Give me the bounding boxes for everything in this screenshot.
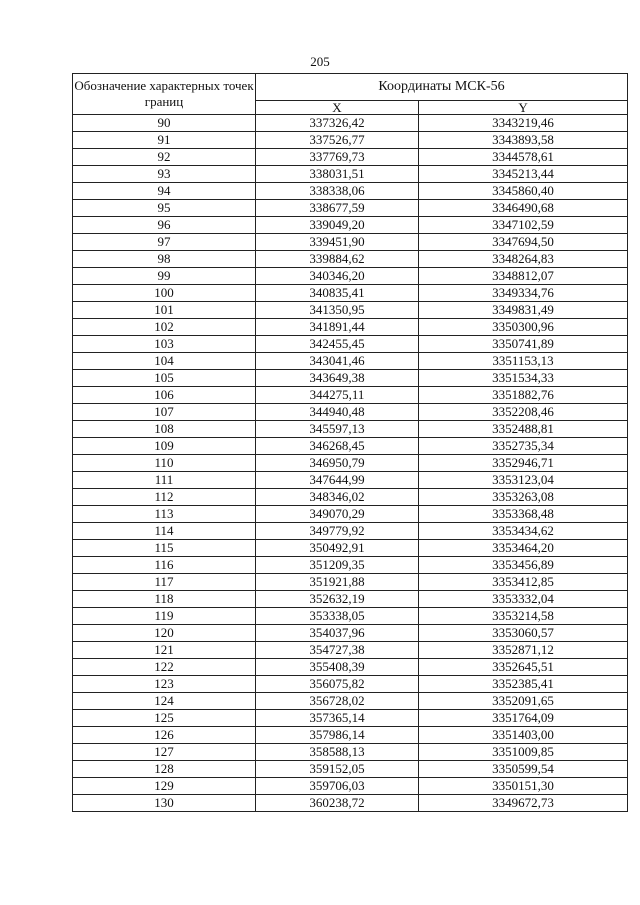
table-row (73, 591, 628, 608)
point-cell: 126 (73, 727, 256, 744)
table-row (73, 744, 628, 761)
x-cell: 337326,42 (256, 115, 419, 132)
table-row (73, 608, 628, 625)
coordinates-table (72, 73, 628, 812)
x-cell: 355408,39 (256, 659, 419, 676)
x-cell: 339451,90 (256, 234, 419, 251)
x-cell: 357986,14 (256, 727, 419, 744)
point-cell: 108 (73, 421, 256, 438)
y-cell: 3353263,08 (419, 489, 628, 506)
x-cell: 348346,02 (256, 489, 419, 506)
header-coordinate-system: Координаты МСК-56 (256, 74, 628, 101)
point-cell: 116 (73, 557, 256, 574)
x-cell: 340346,20 (256, 268, 419, 285)
header-point-designation: Обозначение характерных точек границ (73, 74, 256, 115)
table-row (73, 778, 628, 795)
table-row (73, 370, 628, 387)
y-cell: 3348812,07 (419, 268, 628, 285)
x-cell: 354727,38 (256, 642, 419, 659)
header-y: Y (419, 101, 628, 115)
x-cell: 346950,79 (256, 455, 419, 472)
point-cell: 95 (73, 200, 256, 217)
point-cell: 109 (73, 438, 256, 455)
point-cell: 98 (73, 251, 256, 268)
y-cell: 3344578,61 (419, 149, 628, 166)
y-cell: 3347102,59 (419, 217, 628, 234)
table-row (73, 557, 628, 574)
table-row (73, 166, 628, 183)
point-cell: 107 (73, 404, 256, 421)
x-cell: 356075,82 (256, 676, 419, 693)
y-cell: 3350599,54 (419, 761, 628, 778)
point-cell: 103 (73, 336, 256, 353)
point-cell: 92 (73, 149, 256, 166)
table-row (73, 676, 628, 693)
point-cell: 124 (73, 693, 256, 710)
point-cell: 117 (73, 574, 256, 591)
table-row (73, 761, 628, 778)
point-cell: 106 (73, 387, 256, 404)
point-cell: 122 (73, 659, 256, 676)
point-cell: 112 (73, 489, 256, 506)
table-row (73, 268, 628, 285)
x-cell: 339049,20 (256, 217, 419, 234)
point-cell: 123 (73, 676, 256, 693)
x-cell: 338677,59 (256, 200, 419, 217)
x-cell: 356728,02 (256, 693, 419, 710)
table-row (73, 710, 628, 727)
y-cell: 3353464,20 (419, 540, 628, 557)
x-cell: 349779,92 (256, 523, 419, 540)
y-cell: 3343893,58 (419, 132, 628, 149)
table-row (73, 574, 628, 591)
table-row (73, 285, 628, 302)
y-cell: 3353332,04 (419, 591, 628, 608)
x-cell: 357365,14 (256, 710, 419, 727)
point-cell: 118 (73, 591, 256, 608)
x-cell: 343649,38 (256, 370, 419, 387)
y-cell: 3351882,76 (419, 387, 628, 404)
y-cell: 3352645,51 (419, 659, 628, 676)
point-cell: 129 (73, 778, 256, 795)
point-cell: 102 (73, 319, 256, 336)
page-number: 205 (310, 54, 330, 69)
x-cell: 345597,13 (256, 421, 419, 438)
point-cell: 93 (73, 166, 256, 183)
table-row (73, 727, 628, 744)
y-cell: 3353368,48 (419, 506, 628, 523)
point-cell: 94 (73, 183, 256, 200)
table-row (73, 149, 628, 166)
y-cell: 3343219,46 (419, 115, 628, 132)
table-row (73, 132, 628, 149)
x-cell: 358588,13 (256, 744, 419, 761)
table-row (73, 353, 628, 370)
point-cell: 113 (73, 506, 256, 523)
x-cell: 338031,51 (256, 166, 419, 183)
point-cell: 120 (73, 625, 256, 642)
y-cell: 3351534,33 (419, 370, 628, 387)
table-row (73, 319, 628, 336)
x-cell: 344275,11 (256, 387, 419, 404)
y-cell: 3345860,40 (419, 183, 628, 200)
point-cell: 99 (73, 268, 256, 285)
x-cell: 359152,05 (256, 761, 419, 778)
y-cell: 3353412,85 (419, 574, 628, 591)
x-cell: 351921,88 (256, 574, 419, 591)
point-cell: 130 (73, 795, 256, 812)
x-cell: 339884,62 (256, 251, 419, 268)
table-row (73, 200, 628, 217)
x-cell: 349070,29 (256, 506, 419, 523)
table-row (73, 693, 628, 710)
y-cell: 3353214,58 (419, 608, 628, 625)
x-cell: 359706,03 (256, 778, 419, 795)
table-row (73, 387, 628, 404)
y-cell: 3352735,34 (419, 438, 628, 455)
x-cell: 337526,77 (256, 132, 419, 149)
table-row (73, 438, 628, 455)
x-cell: 351209,35 (256, 557, 419, 574)
point-cell: 100 (73, 285, 256, 302)
y-cell: 3346490,68 (419, 200, 628, 217)
point-cell: 114 (73, 523, 256, 540)
x-cell: 341891,44 (256, 319, 419, 336)
x-cell: 347644,99 (256, 472, 419, 489)
table-body (73, 115, 628, 812)
y-cell: 3351009,85 (419, 744, 628, 761)
x-cell: 342455,45 (256, 336, 419, 353)
y-cell: 3345213,44 (419, 166, 628, 183)
x-cell: 353338,05 (256, 608, 419, 625)
table-row (73, 217, 628, 234)
point-cell: 96 (73, 217, 256, 234)
table-row (73, 523, 628, 540)
point-cell: 127 (73, 744, 256, 761)
point-cell: 121 (73, 642, 256, 659)
point-cell: 101 (73, 302, 256, 319)
table-row (73, 795, 628, 812)
x-cell: 337769,73 (256, 149, 419, 166)
point-cell: 90 (73, 115, 256, 132)
point-cell: 119 (73, 608, 256, 625)
x-cell: 338338,06 (256, 183, 419, 200)
x-cell: 340835,41 (256, 285, 419, 302)
table-row (73, 404, 628, 421)
table-header (73, 74, 628, 115)
table-row (73, 625, 628, 642)
table-row (73, 302, 628, 319)
x-cell: 343041,46 (256, 353, 419, 370)
y-cell: 3353123,04 (419, 472, 628, 489)
y-cell: 3347694,50 (419, 234, 628, 251)
x-cell: 350492,91 (256, 540, 419, 557)
x-cell: 341350,95 (256, 302, 419, 319)
table-row (73, 472, 628, 489)
y-cell: 3350741,89 (419, 336, 628, 353)
table-row (73, 336, 628, 353)
table-row (73, 455, 628, 472)
table-row (73, 183, 628, 200)
y-cell: 3352946,71 (419, 455, 628, 472)
table-row (73, 506, 628, 523)
point-cell: 125 (73, 710, 256, 727)
y-cell: 3349334,76 (419, 285, 628, 302)
y-cell: 3350300,96 (419, 319, 628, 336)
y-cell: 3352385,41 (419, 676, 628, 693)
table-row (73, 540, 628, 557)
point-cell: 115 (73, 540, 256, 557)
point-cell: 105 (73, 370, 256, 387)
y-cell: 3352091,65 (419, 693, 628, 710)
x-cell: 352632,19 (256, 591, 419, 608)
y-cell: 3351764,09 (419, 710, 628, 727)
table-row (73, 251, 628, 268)
point-cell: 104 (73, 353, 256, 370)
y-cell: 3351153,13 (419, 353, 628, 370)
y-cell: 3350151,30 (419, 778, 628, 795)
y-cell: 3352871,12 (419, 642, 628, 659)
x-cell: 346268,45 (256, 438, 419, 455)
point-cell: 91 (73, 132, 256, 149)
table-row (73, 115, 628, 132)
y-cell: 3353456,89 (419, 557, 628, 574)
x-cell: 360238,72 (256, 795, 419, 812)
table-row (73, 234, 628, 251)
x-cell: 354037,96 (256, 625, 419, 642)
y-cell: 3349831,49 (419, 302, 628, 319)
point-cell: 110 (73, 455, 256, 472)
y-cell: 3349672,73 (419, 795, 628, 812)
header-x: X (256, 101, 419, 115)
point-cell: 128 (73, 761, 256, 778)
table-row (73, 421, 628, 438)
table-row (73, 489, 628, 506)
point-cell: 97 (73, 234, 256, 251)
y-cell: 3353434,62 (419, 523, 628, 540)
y-cell: 3348264,83 (419, 251, 628, 268)
table-row (73, 642, 628, 659)
point-cell: 111 (73, 472, 256, 489)
x-cell: 344940,48 (256, 404, 419, 421)
table-row (73, 659, 628, 676)
y-cell: 3352488,81 (419, 421, 628, 438)
y-cell: 3352208,46 (419, 404, 628, 421)
y-cell: 3351403,00 (419, 727, 628, 744)
y-cell: 3353060,57 (419, 625, 628, 642)
